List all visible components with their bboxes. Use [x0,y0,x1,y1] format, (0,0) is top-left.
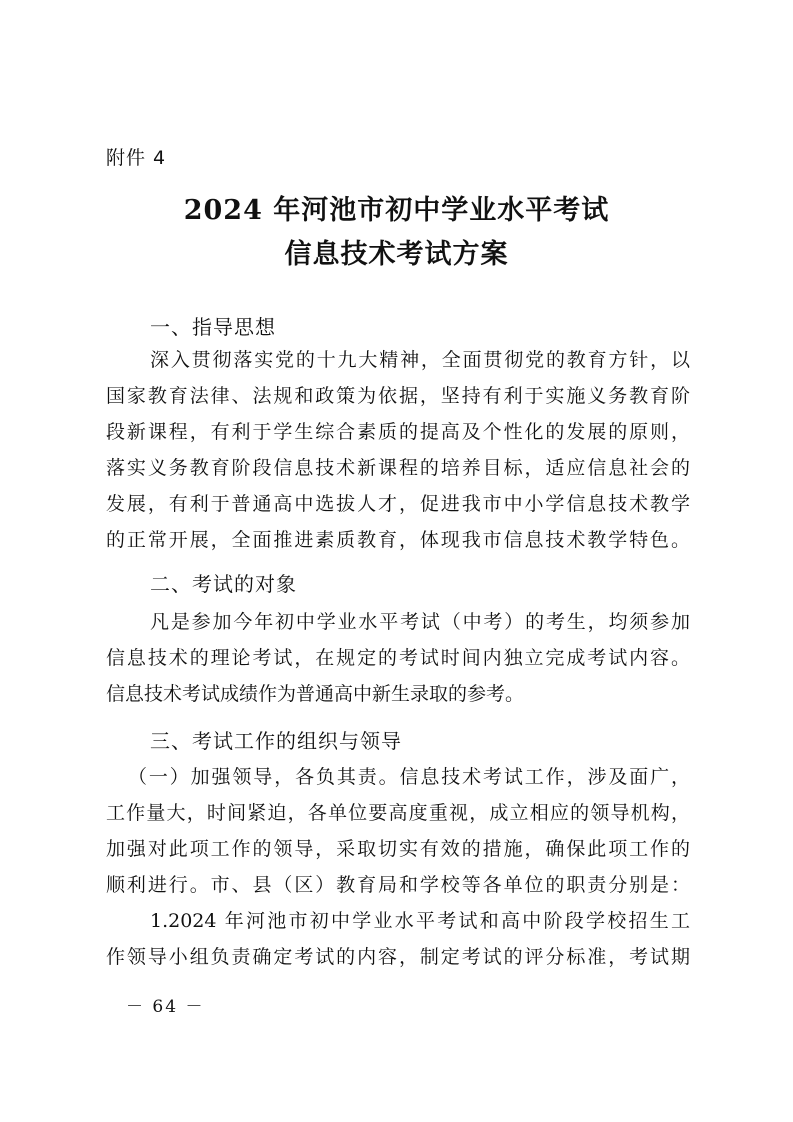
paragraph-line: 国家教育法律、法规和政策为依据，坚持有利于实施义务教育阶 [106,385,690,407]
paragraph-line: 1.2024 年河池市初中学业水平考试和高中阶段学校招生工 [150,910,690,932]
paragraph-line: （一）加强领导，各负其责。信息技术考试工作，涉及面广， [128,766,690,788]
paragraph-line: 加强对此项工作的领导，采取切实有效的措施，确保此项工作的 [106,838,690,860]
document-title-line-1: 2024 年河池市初中学业水平考试 [183,195,610,226]
document-title-line-2: 信息技术考试方案 [284,239,509,270]
attachment-label: 附件 4 [106,147,167,169]
paragraph-line: 的正常开展，全面推进素质教育，体现我市信息技术教学特色。 [106,529,690,551]
paragraph-line: 顺利进行。市、县（区）教育局和学校等各单位的职责分别是： [106,874,690,896]
section-heading-guiding-thought: 一、指导思想 [150,315,276,339]
paragraph-line: 落实义务教育阶段信息技术新课程的培养目标，适应信息社会的 [106,457,690,479]
paragraph-line: 发展，有利于普通高中选拔人才，促进我市中小学信息技术教学 [106,493,690,515]
section-heading-exam-subjects: 二、考试的对象 [150,572,297,596]
paragraph-line: 工作量大，时间紧迫，各单位要高度重视，成立相应的领导机构， [106,802,690,824]
paragraph-line: 段新课程，有利于学生综合素质的提高及个性化的发展的原则， [106,421,690,443]
paragraph-line: 凡是参加今年初中学业水平考试（中考）的考生，均须参加 [150,611,690,633]
paragraph-line: 信息技术考试成绩作为普通高中新生录取的参考。 [106,683,525,705]
paragraph-line: 深入贯彻落实党的十九大精神，全面贯彻党的教育方针，以 [150,349,690,371]
paragraph-line: 作领导小组负责确定考试的内容，制定考试的评分标准，考试期 [106,946,690,968]
page-number: － 64 － [126,997,205,1017]
paragraph-line: 信息技术的理论考试，在规定的考试时间内独立完成考试内容。 [106,647,690,669]
section-heading-organization: 三、考试工作的组织与领导 [150,729,402,753]
